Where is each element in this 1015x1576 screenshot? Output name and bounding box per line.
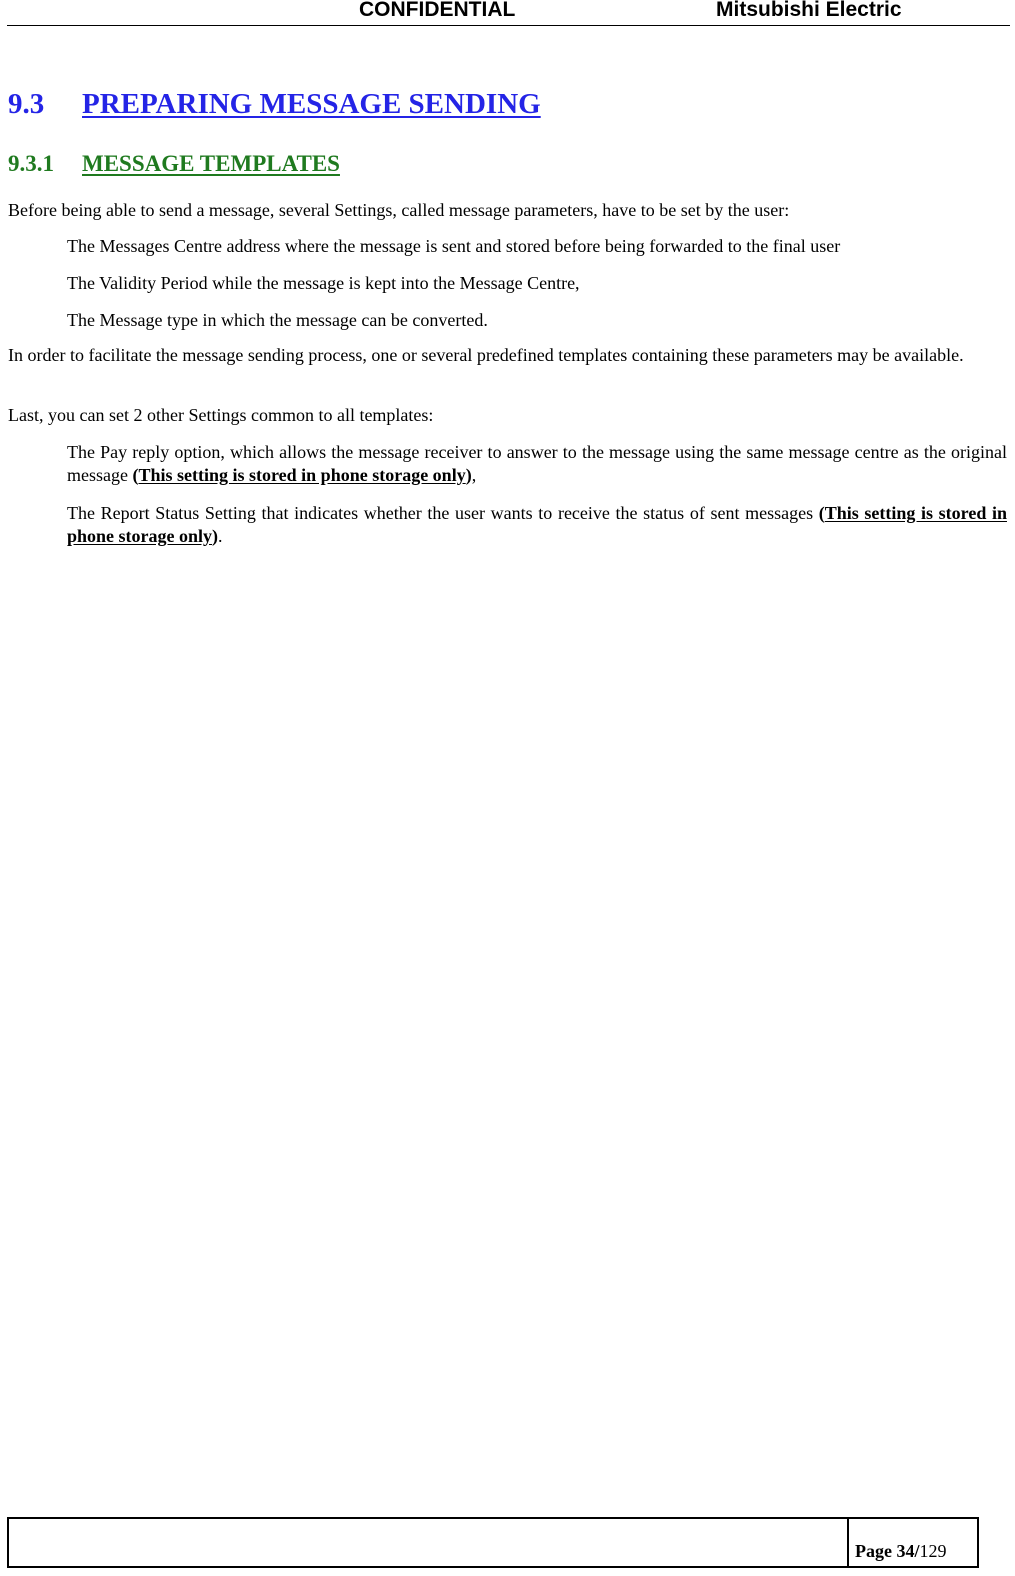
pay-reply-open-paren: (	[132, 465, 139, 485]
subsection-heading	[8, 151, 340, 177]
company-name: Mitsubishi Electric	[716, 0, 902, 21]
page-footer	[7, 1517, 979, 1568]
intro-paragraph: Before being able to send a message, several Settings, called message parameters, have to be set by the user:	[8, 200, 790, 220]
subsection-number: 9.3.1	[8, 151, 54, 176]
page-header	[7, 0, 1010, 26]
report-status-tail: .	[218, 526, 223, 546]
page-number	[855, 1541, 947, 1562]
pay-reply-tail: ,	[471, 465, 477, 485]
common-settings-intro: Last, you can set 2 other Settings common to all templates:	[8, 405, 434, 425]
report-status-storage-note: This setting is stored in phone storage only	[67, 503, 1007, 546]
pay-reply-paragraph	[67, 441, 1007, 487]
section-title: PREPARING MESSAGE SENDING	[82, 88, 541, 120]
report-status-text: The Report Status Setting that indicates whether the user wants to receive the status of sent messages	[67, 503, 819, 523]
pay-reply-text: The Pay reply option, which allows the message receiver to answer to the message using the same message centre as the original message	[67, 442, 1007, 485]
page-number-cell	[847, 1519, 979, 1566]
report-status-paragraph	[67, 502, 1007, 548]
param-validity-period: The Validity Period while the message is kept into the Message Centre,	[67, 273, 580, 293]
param-message-type: The Message type in which the message can be converted.	[67, 310, 488, 330]
templates-paragraph: In order to facilitate the message sending process, one or several predefined templates containing these parameters may be available.	[8, 345, 964, 365]
pay-reply-storage-note: This setting is stored in phone storage only	[138, 465, 466, 485]
report-status-close-paren: )	[212, 526, 219, 546]
confidential-label: CONFIDENTIAL	[359, 0, 516, 21]
total-pages: 129	[919, 1541, 947, 1561]
page-label: Page 34/	[855, 1541, 920, 1561]
subsection-title: MESSAGE TEMPLATES	[82, 151, 340, 176]
report-status-open-paren: (	[818, 503, 825, 523]
section-number: 9.3	[8, 88, 45, 120]
pay-reply-close-paren: )	[465, 465, 472, 485]
param-message-centre: The Messages Centre address where the message is sent and stored before being forwarded to the final user	[67, 236, 841, 256]
section-heading	[8, 88, 541, 121]
